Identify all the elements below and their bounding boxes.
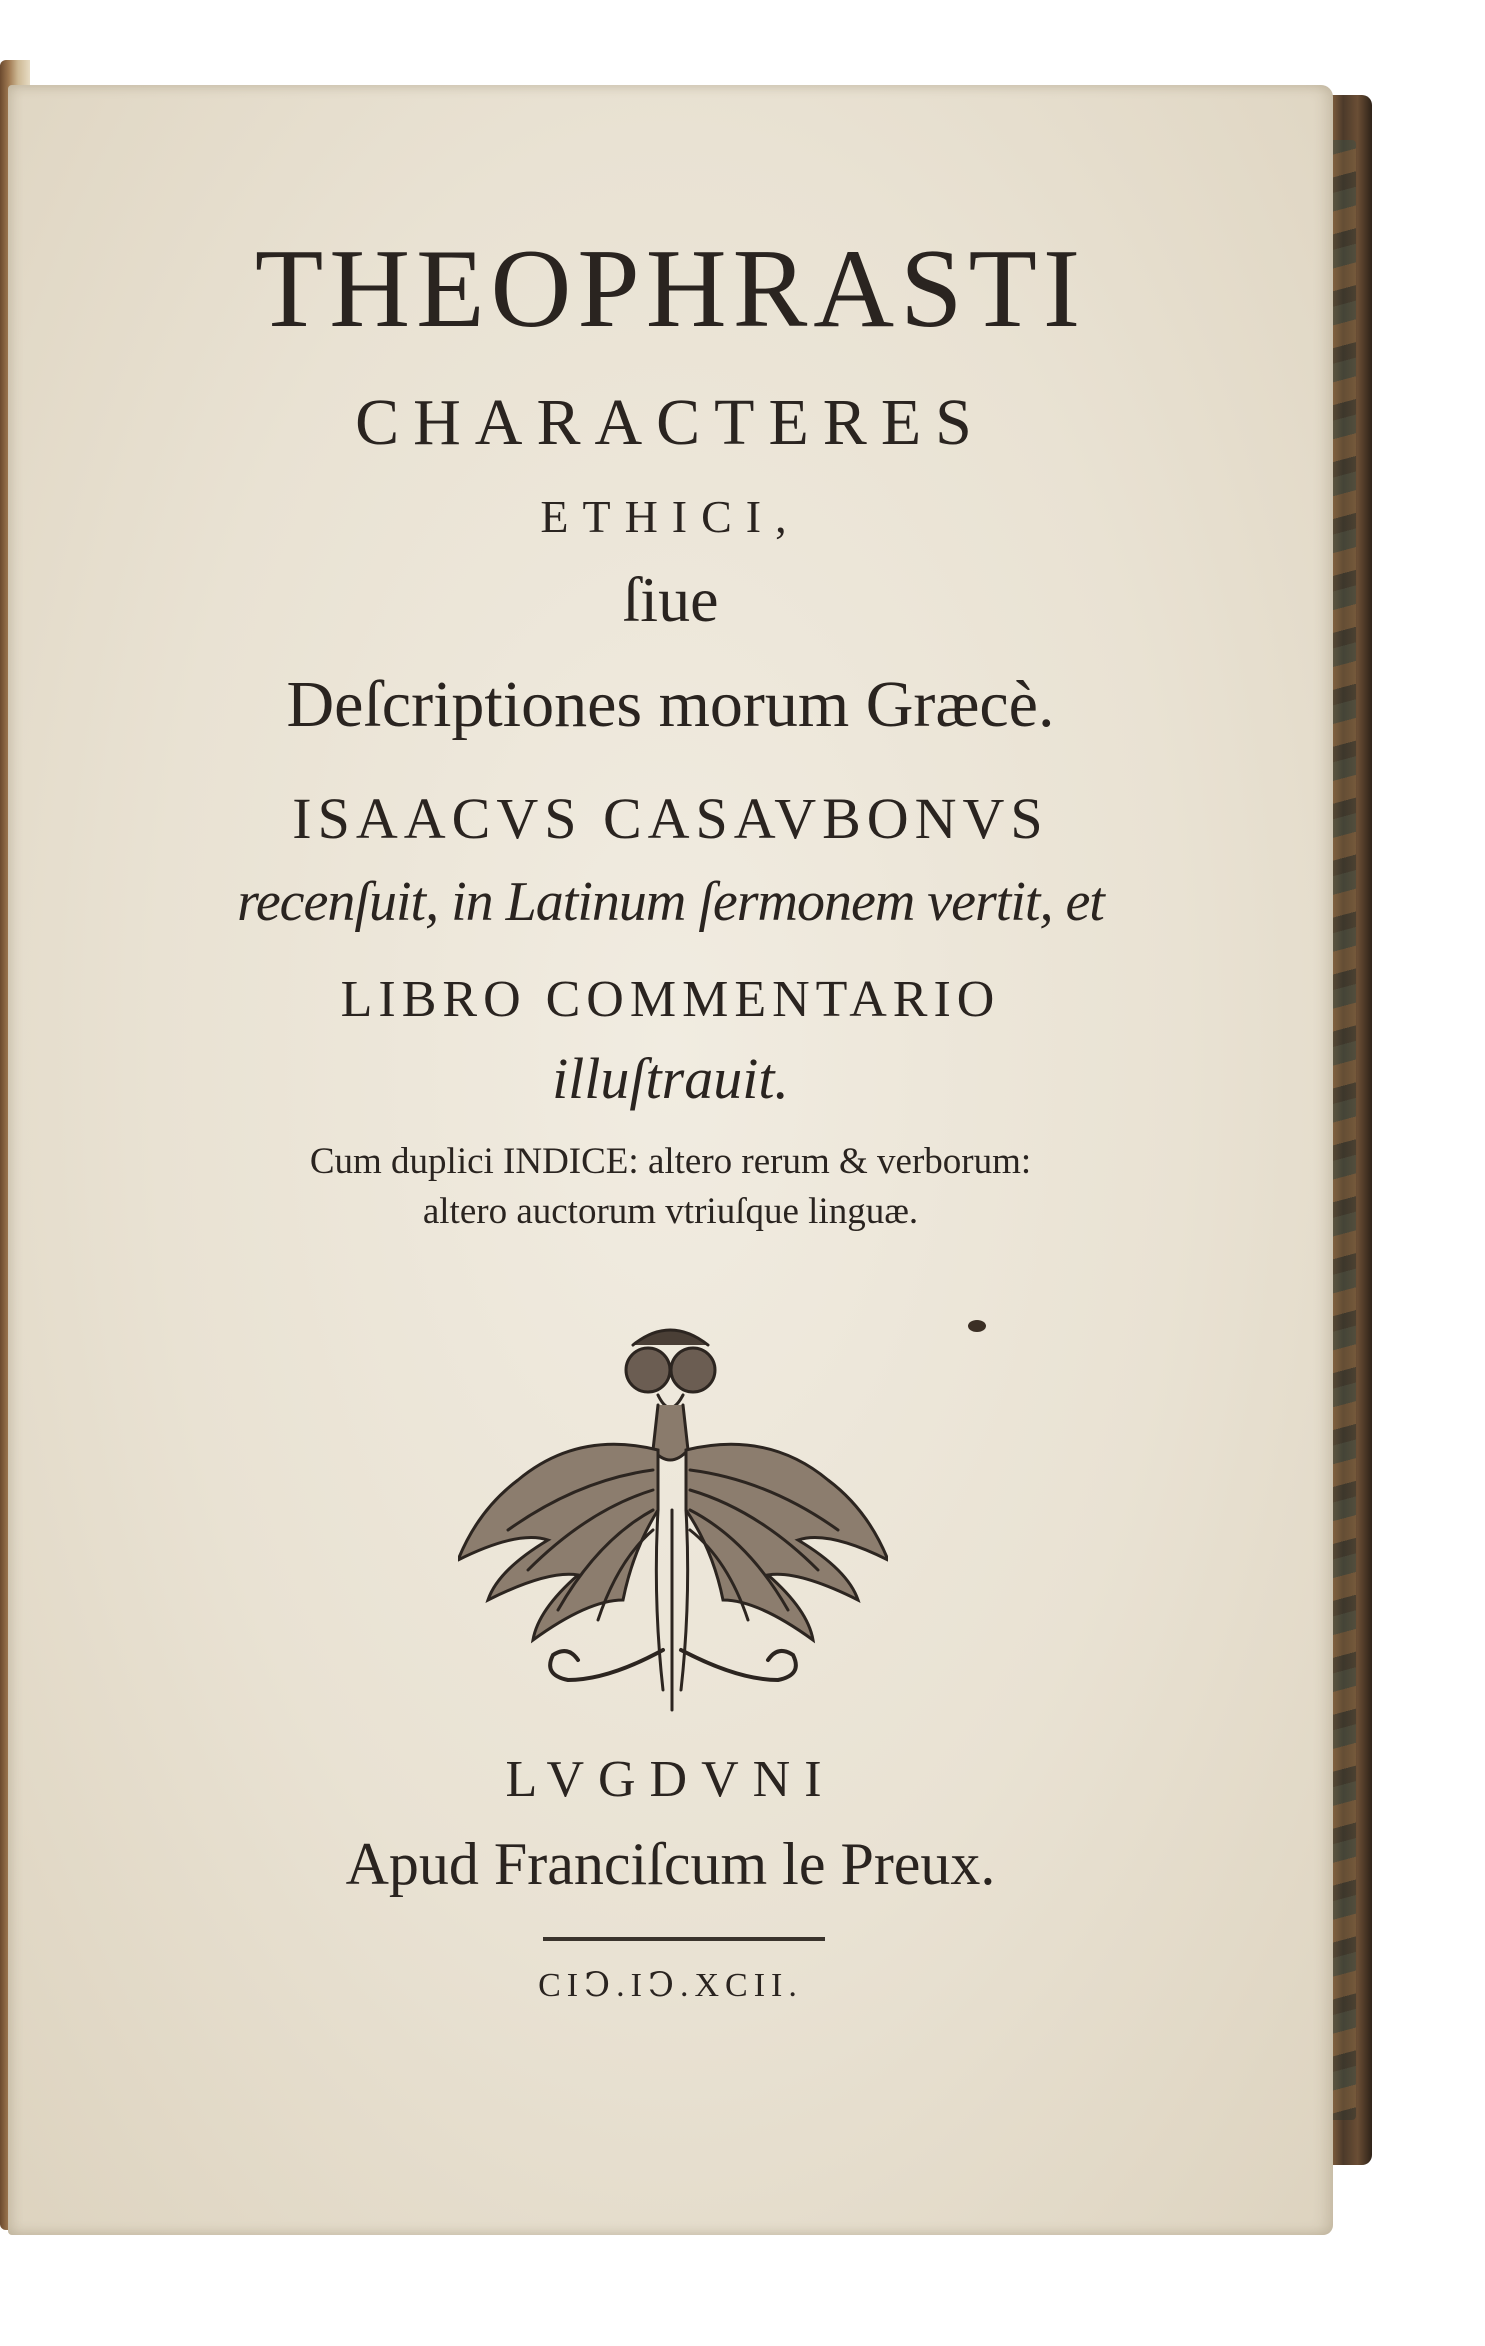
imprint-place: LVGDVNI [505, 1751, 836, 1808]
ink-spot [968, 1320, 986, 1332]
winged-figure-woodcut-icon [458, 1310, 888, 1720]
imprint-printer: Apud Franciſcum le Preux. [345, 1831, 996, 1897]
index-note-line-2: altero auctorum vtriuſque linguæ. [422, 1191, 919, 1232]
title-page [8, 85, 1333, 2235]
book-subtitle-ethici: ETHICI, [540, 491, 801, 542]
imprint-rule [543, 1937, 825, 1941]
book-subtitle-characteres: CHARACTERES [355, 386, 986, 459]
editor-credit: recenſuit, in Latinum ſermonem vertit, et [237, 871, 1104, 933]
book-subtitle-siue: ſiue [622, 564, 719, 635]
index-note-line-1: Cum duplici INDICE: altero rerum & verborum: [309, 1141, 1032, 1182]
imprint-date: CIↃ.IↃ.XCII. [538, 1967, 803, 2004]
editor-name: ISAACVS CASAVBONVS [292, 786, 1049, 851]
illustrauit-line: illuſtrauit. [552, 1046, 789, 1111]
book-title: THEOPHRASTI [254, 227, 1087, 351]
book-subtitle-descriptiones: Deſcriptiones morum Græcè. [286, 668, 1055, 741]
commentary-line: LIBRO COMMENTARIO [340, 971, 1001, 1028]
